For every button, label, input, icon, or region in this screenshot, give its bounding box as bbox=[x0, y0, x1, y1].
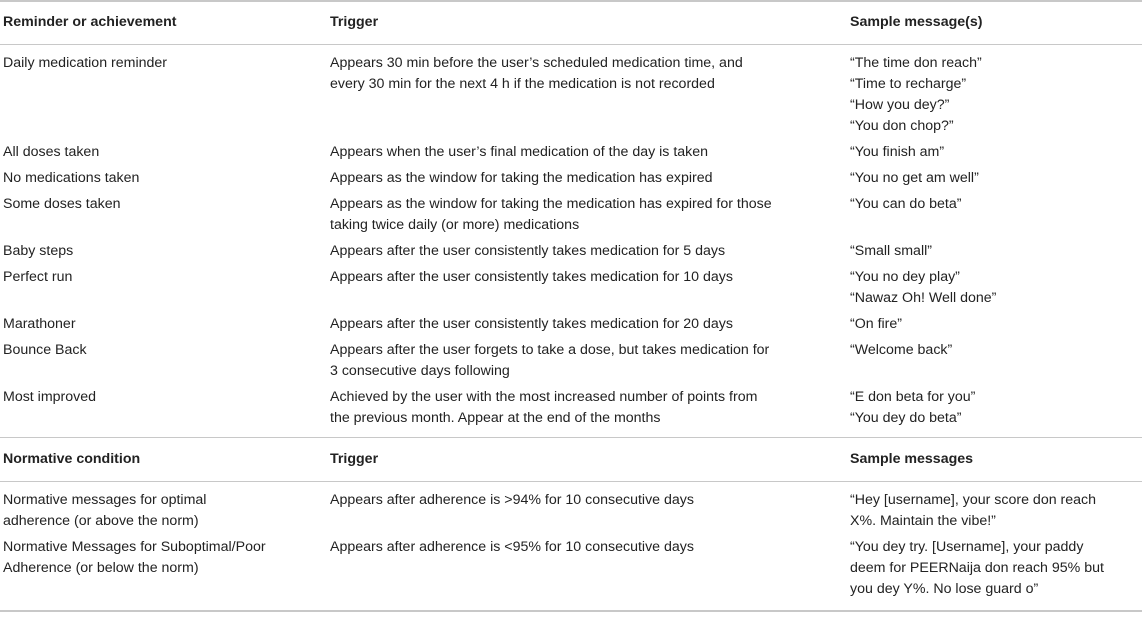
table-row bbox=[0, 236, 1142, 262]
trigger-cell: Achieved by the user with the most increased number of points from the previous month. Appear at the end of the months bbox=[330, 389, 758, 426]
row-label-cell: Normative messages for optimal adherence (or above the norm) bbox=[3, 492, 207, 529]
table-row bbox=[0, 45, 1142, 138]
sample-message-cell: “Small small” bbox=[850, 243, 932, 259]
trigger-cell: Appears after adherence is <95% for 10 consecutive days bbox=[330, 532, 850, 611]
trigger-cell: Appears after adherence is >94% for 10 consecutive days bbox=[330, 492, 694, 508]
trigger-cell: Appears 30 min before the user’s scheduled medication time, and every 30 min for the next 4 h if the medication is not recorded bbox=[330, 55, 743, 92]
table-row bbox=[0, 137, 1142, 163]
sample-message-cell: “You no dey play” “Nawaz Oh! Well done” bbox=[850, 269, 997, 306]
normative-section bbox=[0, 482, 1142, 612]
row-label-cell: Perfect run bbox=[3, 269, 73, 285]
trigger-cell: Appears when the user’s final medication of the day is taken bbox=[330, 144, 709, 160]
sample-message-cell: “Welcome back” bbox=[850, 342, 953, 358]
sample-message-cell: “E don beta for you” “You dey do beta” bbox=[850, 389, 976, 426]
column-header: Reminder or achievement bbox=[0, 1, 330, 45]
row-label-cell: All doses taken bbox=[3, 144, 100, 160]
row-label-cell: Bounce Back bbox=[3, 342, 87, 358]
table-row bbox=[0, 382, 1142, 438]
sample-message-cell: “The time don reach” “Time to recharge” “How you dey?” “You don chop?” bbox=[850, 55, 982, 134]
trigger-cell: Appears as the window for taking the medication has expired for those taking twice daily (or more) medications bbox=[330, 196, 772, 233]
table-row bbox=[0, 309, 1142, 335]
sample-message-cell: “You dey try. [Username], your paddy deem for PEERNaija don reach 95% but you dey Y%. No lose guard o” bbox=[850, 532, 1142, 611]
trigger-cell: Appears after the user consistently takes medication for 10 days bbox=[330, 269, 733, 285]
table-row bbox=[0, 189, 1142, 236]
table-row bbox=[0, 482, 1142, 533]
column-header: Normative condition bbox=[0, 438, 330, 482]
row-label-cell: Normative Messages for Suboptimal/Poor Adherence (or below the norm) bbox=[0, 532, 330, 611]
sample-message-cell: “Hey [username], your score don reach X%. Maintain the vibe!” bbox=[850, 492, 1097, 529]
column-header: Trigger bbox=[330, 1, 850, 45]
table-row bbox=[0, 532, 1142, 611]
table-row bbox=[0, 262, 1142, 309]
sample-message-cell: “You no get am well” bbox=[850, 170, 979, 186]
table-row bbox=[0, 335, 1142, 382]
row-label-cell: Marathoner bbox=[3, 316, 76, 332]
column-header: Trigger bbox=[330, 438, 850, 482]
reminder-section bbox=[0, 45, 1142, 438]
trigger-cell: Appears as the window for taking the medication has expired bbox=[330, 170, 713, 186]
row-label-cell: Baby steps bbox=[3, 243, 74, 259]
trigger-cell: Appears after the user forgets to take a dose, but takes medication for 3 consecutive days following bbox=[330, 342, 770, 379]
table-header-row bbox=[0, 1, 1142, 45]
trigger-cell: Appears after the user consistently takes medication for 20 days bbox=[330, 316, 733, 332]
trigger-cell: Appears after the user consistently takes medication for 5 days bbox=[330, 243, 726, 259]
sample-message-cell: “On fire” bbox=[850, 316, 903, 332]
section-header-row bbox=[0, 438, 1142, 482]
row-label-cell: No medications taken bbox=[3, 170, 140, 186]
row-label-cell: Most improved bbox=[3, 389, 97, 405]
table-row bbox=[0, 163, 1142, 189]
sample-message-cell: “You can do beta” bbox=[850, 196, 962, 212]
sample-message-cell: “You finish am” bbox=[850, 144, 945, 160]
row-label-cell: Some doses taken bbox=[3, 196, 121, 212]
column-header: Sample messages bbox=[850, 438, 1142, 482]
row-label-cell: Daily medication reminder bbox=[3, 55, 168, 71]
column-header: Sample message(s) bbox=[850, 1, 1142, 45]
